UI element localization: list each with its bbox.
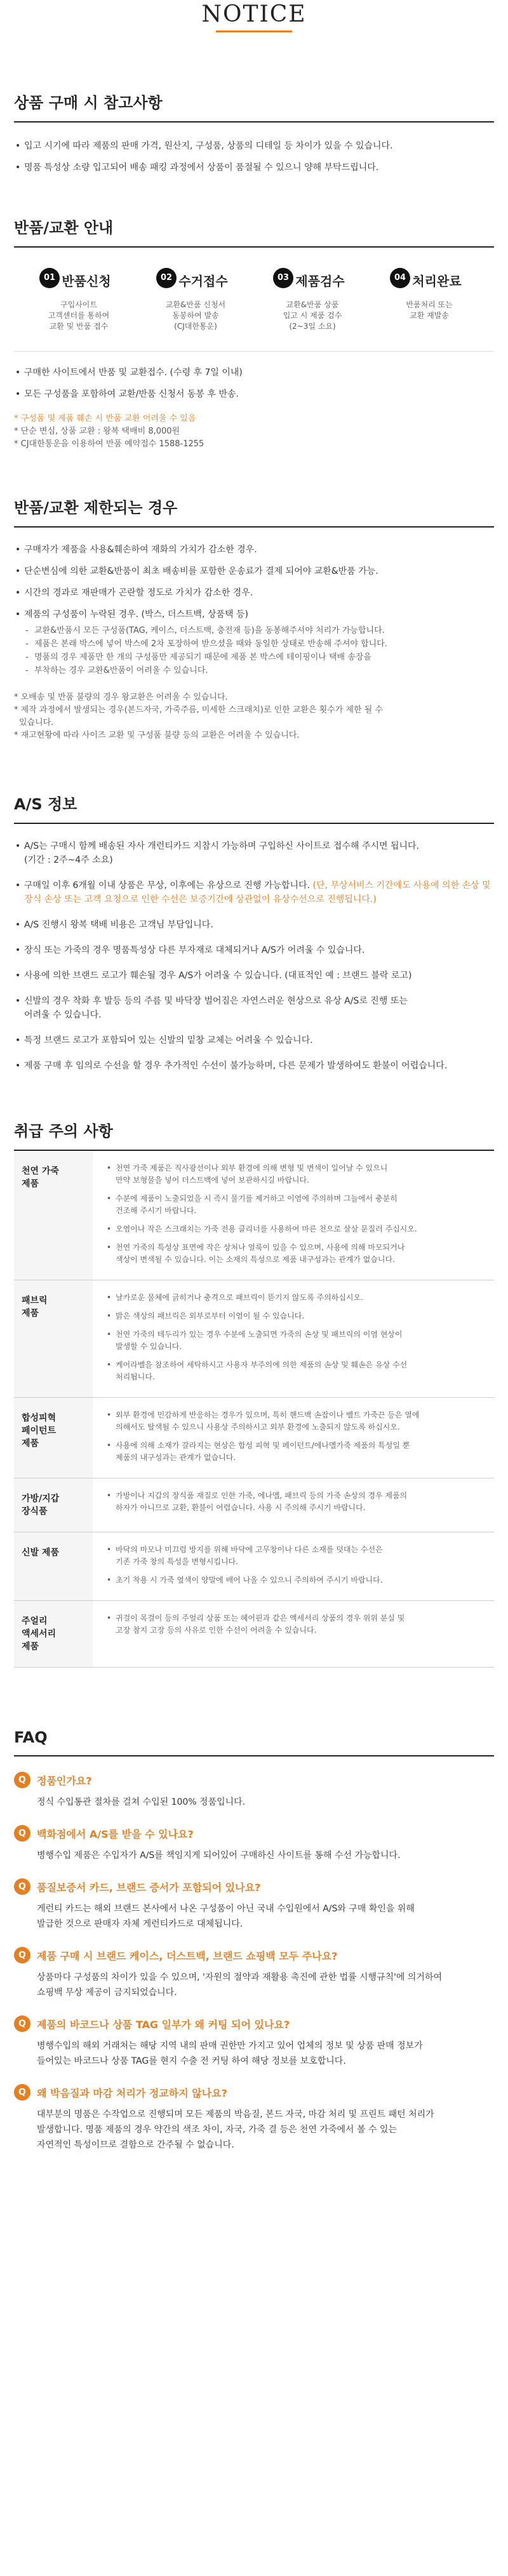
care-item: • 초기 착용 시 가죽 옆색이 양말에 배어 나올 수 있으니 주의하여 주시기 바랍니다. [107,1574,483,1586]
as-section [0,792,508,1073]
care-label: 주얼리 액세서리 제품 [14,1601,93,1667]
care-item: • 천연 가죽의 테두리가 있는 경우 수분에 노출되면 가죽의 손상 및 패브릭의 이염 현상이 발생할 수 있습니다. [107,1329,483,1353]
step-inspect [262,273,363,332]
step-desc: 구입사이트 고객센터를 통하여 교환 및 반품 접수 [48,300,110,331]
care-item: • 케어라벨을 참조하여 세탁하시고 사용자 부주의에 의한 제품의 손상 및 훼손은 유상 수선 처리됩니다. [107,1359,483,1383]
as-list [14,839,494,1073]
faq-item [14,1878,494,1932]
care-row-leather [14,1151,494,1280]
note-line-warning: * 구성품 및 제품 훼손 시 반품 교환 어려울 수 있음 [14,414,196,423]
list-item: • 제품의 구성품이 누락된 경우. (박스, 더스트백, 상품택 등) [14,607,494,621]
note-line: * 오배송 및 반품 불량의 경우 왕교환은 어려울 수 있습니다. [14,693,228,702]
care-item: • 수분에 제품이 노출되었을 시 즉시 물기를 제거하고 이염에 주의하며 그늘에서 충분히 건조해 주시기 바랍니다. [107,1193,483,1217]
list-item: • 단순변심에 의한 교환&반품이 최초 배송비를 포함한 운송료가 결제 되어야 교환&반품 가능. [14,564,494,578]
dash-item: - 교환&반품시 모든 구성품(TAG, 케이스, 더스트백, 충전재 등)을 동봉해주셔야 처리가 가능합니다. [25,624,494,637]
list-item: • 신발의 경우 착화 후 발등 등의 주름 및 바닥장 벌어짐은 자연스러운 현상으로 유상 A/S로 진행 또는 어려울 수 있습니다. [14,994,494,1022]
faq-answer: 병행수입 제품은 수입자가 A/S를 책임지게 되어있어 구매하신 사이트를 통해 수선 가능합니다. [37,1850,401,1861]
dash-item: - 명품의 경우 제품만 한 개의 구성품만 제공되기 때문에 제품 본 박스에 테이핑이나 택배 송장을 [25,651,494,664]
care-label: 신발 제품 [14,1532,93,1600]
return-list [14,366,494,401]
notice-underline [216,30,292,32]
purchase-section [0,90,508,175]
step-title: 처리완료 [412,274,462,289]
as-title: A/S 정보 [14,795,77,813]
purchase-title: 상품 구매 시 참고사항 [14,94,163,112]
restriction-dash-list [14,624,494,677]
return-guide-title: 반품/교환 안내 [14,219,114,237]
care-row-synthetic [14,1398,494,1478]
list-item: • 제품 구매 후 임의로 수선을 할 경우 추가적인 수선이 불가능하며, 다른 문제가 발생하여도 환불이 어렵습니다. [14,1059,494,1073]
care-row-bag [14,1478,494,1532]
step-title: 반품신청 [62,274,111,289]
faq-title: FAQ [14,1729,48,1746]
faq-question: 품질보증서 카드, 브랜드 증서가 포함되어 있나요? [37,1881,261,1894]
step-number: 02 [156,268,177,288]
faq-item [14,1825,494,1863]
return-notes [14,413,494,451]
divider [14,351,494,352]
dash-item-cont: - 부착하는 경우 교환&반품이 어려울 수 있습니다. [25,664,494,677]
care-item: • 사용에 의해 소재가 갈라지는 현상은 합성 피혁 및 페이턴트/에나멜가죽 제품의 특성일 뿐 제품의 내구성과는 관계가 없습니다. [107,1440,483,1464]
step-number: 01 [39,268,60,288]
note-line: * 재고현황에 따라 사이즈 교환 및 구성품 불량 등의 교환은 어려울 수 있습니다. [14,731,300,740]
question-icon: Q [14,1772,30,1788]
note-line: * CJ대한통운을 이용하여 반품 예약접수 1588-1255 [14,439,204,449]
list-item: • 시간의 경과로 재판매가 곤란할 정도로 가치가 감소한 경우. [14,586,494,600]
list-item: • A/S 진행시 왕복 택배 비용은 고객님 부담입니다. [14,918,494,932]
faq-question: 왜 박음질과 마감 처리가 정교하지 않나요? [37,2087,227,2099]
divider [14,823,494,824]
notice-header [0,0,508,38]
faq-answer: 정식 수입통관 절차를 걸쳐 수입된 100% 정품입니다. [37,1797,246,1807]
list-item: • 구매한 사이트에서 반품 및 교환접수. (수령 후 7일 이내) [14,366,494,380]
restriction-section [0,495,508,742]
care-item: • 외부 환경에 민감하게 반응하는 경우가 있으며, 특히 핸드백 손잡이나 벨트 가죽끈 등은 열에 의해서도 탈색될 수 있으니 사용상 주의하시고 외부 환경에 노출되지 않도록 하십시오. [107,1409,483,1433]
list-item: • 구매자가 제품을 사용&훼손하여 재화의 가치가 감소한 경우. [14,543,494,557]
return-guide-section [0,215,508,451]
question-icon: Q [14,2015,30,2032]
return-steps [14,248,494,351]
care-row-jewelry [14,1601,494,1668]
step-number: 04 [390,268,410,288]
faq-item [14,1772,494,1810]
care-item: • 천연 가죽 제품은 직사광선이나 외부 환경에 의해 변형 및 변색이 일어날 수 있으니 만약 보형물을 넣어 더스트백에 넣어 보관하시길 바랍니다. [107,1162,483,1186]
care-item: • 바닥의 마모나 미끄럼 방지를 위해 바닥에 고무창이나 다른 소재를 덧대는 수선은 기존 가죽 창의 특성을 변형시킵니다. [107,1544,483,1568]
list-item: • A/S는 구매시 함께 배송된 자사 개런티카드 지참시 가능하며 구입하신 사이트로 접수해 주시면 됩니다. (기간 : 2주~4주 소요) [14,839,494,867]
restriction-title: 반품/교환 제한되는 경우 [14,499,178,517]
faq-answer: 병행수입의 해외 거래처는 해당 지역 내의 판매 권한만 가지고 있어 업체의 정보 및 상품 판매 정보가 들어있는 바코드나 상품 TAG를 현지 수출 전 커팅 하여 해당 정보를 보호합니다. [37,2041,423,2066]
question-icon: Q [14,1878,30,1895]
list-item: • 모든 구성품을 포함하여 교환/반품 신청서 동봉 후 반송. [14,387,494,401]
care-item: • 날카로운 물체에 긁히거나 충격으로 패브릭이 뜯기지 않도록 주의하십시오. [107,1292,483,1304]
faq-question: 백화점에서 A/S를 받을 수 있나요? [37,1828,194,1840]
step-pickup [145,273,246,332]
faq-section [0,1729,508,2153]
faq-answer: 대부분의 명품은 수작업으로 진행되며 모든 제품의 박음질, 본드 자국, 마감 처리 및 프린트 패턴 처리가 발생합니다. 명품 제품의 경우 약간의 색조 차이, 자국, 가죽 결 등은 천연 가죽에서 볼 수 있는 자연적인 특성이므로 결함으로 간주될 수 없습니다. [37,2109,434,2150]
step-number: 03 [273,268,293,288]
care-item: • 밝은 색상의 패브릭은 외부로부터 이염이 될 수 있습니다. [107,1310,483,1322]
restriction-notes [14,691,494,742]
divider [14,526,494,528]
note-line: 있습니다. [19,718,54,727]
faq-answer: 상품마다 구성품의 차이가 있을 수 있으며, '자원의 절약과 재활용 촉진에 관한 법률 시행규칙'에 의거하여 쇼핑백 무상 제공이 금지되었습니다. [37,1972,443,1998]
purchase-list [14,139,494,175]
care-item: • 오염이나 작은 스크래치는 가죽 전용 클리너를 사용하여 마른 천으로 살살 문질러 주십시오. [107,1223,483,1235]
restriction-list [14,543,494,621]
care-row-fabric [14,1280,494,1398]
note-line: * 단순 변심, 상품 교환 : 왕복 택배비 8,000원 [14,427,180,436]
care-item: • 천연 가죽의 특성상 표면에 작은 상처나 얼룩이 있을 수 있으며, 사용에 의해 마모되거나 색상이 변색될 수 있습니다. 이는 소재의 특성으로 제품 내구성과는 관계가 없습니다. [107,1242,483,1266]
step-complete [378,273,480,332]
faq-item [14,1947,494,2000]
faq-item [14,2015,494,2069]
step-desc: 교환&반품 신청서 동봉하여 발송 (CJ대한통운) [165,300,226,331]
care-row-shoes [14,1532,494,1601]
faq-question: 정품인가요? [37,1774,92,1787]
faq-question: 제품의 바코드나 상품 TAG 일부가 왜 커팅 되어 있나요? [37,2018,290,2031]
list-item: • 입고 시기에 따라 제품의 판매 가격, 원산지, 구성품, 상품의 디테일 등 차이가 있을 수 있습니다. [14,139,494,153]
divider [14,1755,494,1756]
step-desc: 반품처리 또는 교환 재발송 [406,300,453,320]
question-icon: Q [14,1825,30,1842]
care-label: 패브릭 제품 [14,1280,93,1397]
step-title: 제품검수 [295,274,345,289]
care-label: 천연 가죽 제품 [14,1151,93,1280]
list-item: • 특정 브랜드 로고가 포함되어 있는 신발의 밑창 교체는 어려울 수 있습니다. [14,1033,494,1047]
faq-question: 제품 구매 시 브랜드 케이스, 더스트백, 브랜드 쇼핑백 모두 주나요? [37,1949,338,1962]
note-line: * 제작 과정에서 발생되는 경우(본드자국, 가죽주름, 미세한 스크래치)로 인한 교환은 횟수가 제한 될 수 [14,705,383,715]
step-desc: 교환&반품 상품 입고 시 제품 검수 (2~3일 소요) [283,300,342,331]
care-label: 합성피혁 페이턴트 제품 [14,1398,93,1478]
question-icon: Q [14,1947,30,1963]
list-item-warranty [14,879,494,906]
care-table [14,1151,494,1668]
care-item: • 귀걸이 목걸이 등의 주얼리 상품 또는 헤어핀과 같은 액세서리 상품의 경우 위위 분실 및 고장 참지 고장 등의 사유로 인한 수선이 어려울 수 있습니다. [107,1612,483,1637]
list-item: • 사용에 의한 브랜드 로고가 훼손될 경우 A/S가 어려울 수 있습니다. (대표적인 예 : 브랜드 블락 로고) [14,969,494,983]
step-title: 수거접수 [178,274,228,289]
care-section [0,1119,508,1668]
faq-answer: 게런티 카드는 해외 브랜드 본사에서 나온 구성품이 아닌 국내 수입원에서 A/S와 구매 확인을 위해 발급한 것으로 판매자 자체 게런티카드로 대체됩니다. [37,1904,415,1929]
warranty-note: (단, 무상서비스 기간에도 사용에 의한 손상 및 장식 손상 또는 고객 요청으로 인한 수선은 보증기간에 상관없이 유상수선으로 진행됩니다.) [24,880,491,905]
step-request [28,273,130,332]
warranty-text: 구매일 이후 6개월 이내 상품은 무상, 이후에는 유상으로 진행 가능합니다. [24,880,311,891]
list-item: • 장식 또는 가죽의 경우 명품특성상 다른 부자재로 대체되거나 A/S가 어려울 수 있습니다. [14,943,494,957]
list-item: • 명품 특성상 소량 입고되어 배송 패킹 과정에서 상품이 품절될 수 있으니 양해 부탁드립니다. [14,161,494,175]
care-label: 가방/지갑 장식품 [14,1478,93,1532]
faq-list [14,1772,494,2153]
divider [14,121,494,123]
care-item: • 가방이나 지갑의 장식품 재질로 인한 가죽, 에나멜, 패브릭 등의 가죽 손상의 경우 제품의 하자가 아니므로 교환, 환불이 어렵습니다. 사용 시 주의해 주시기 바랍니다. [107,1490,483,1514]
notice-title: NOTICE [201,1,307,27]
faq-item [14,2084,494,2153]
care-title: 취급 주의 사항 [14,1122,113,1140]
dash-item: - 제품은 본래 박스에 넣어 박스에 2차 포장하여 받으셨을 때와 동일한 상태로 반송해 주셔야 합니다. [25,637,494,651]
question-icon: Q [14,2084,30,2101]
